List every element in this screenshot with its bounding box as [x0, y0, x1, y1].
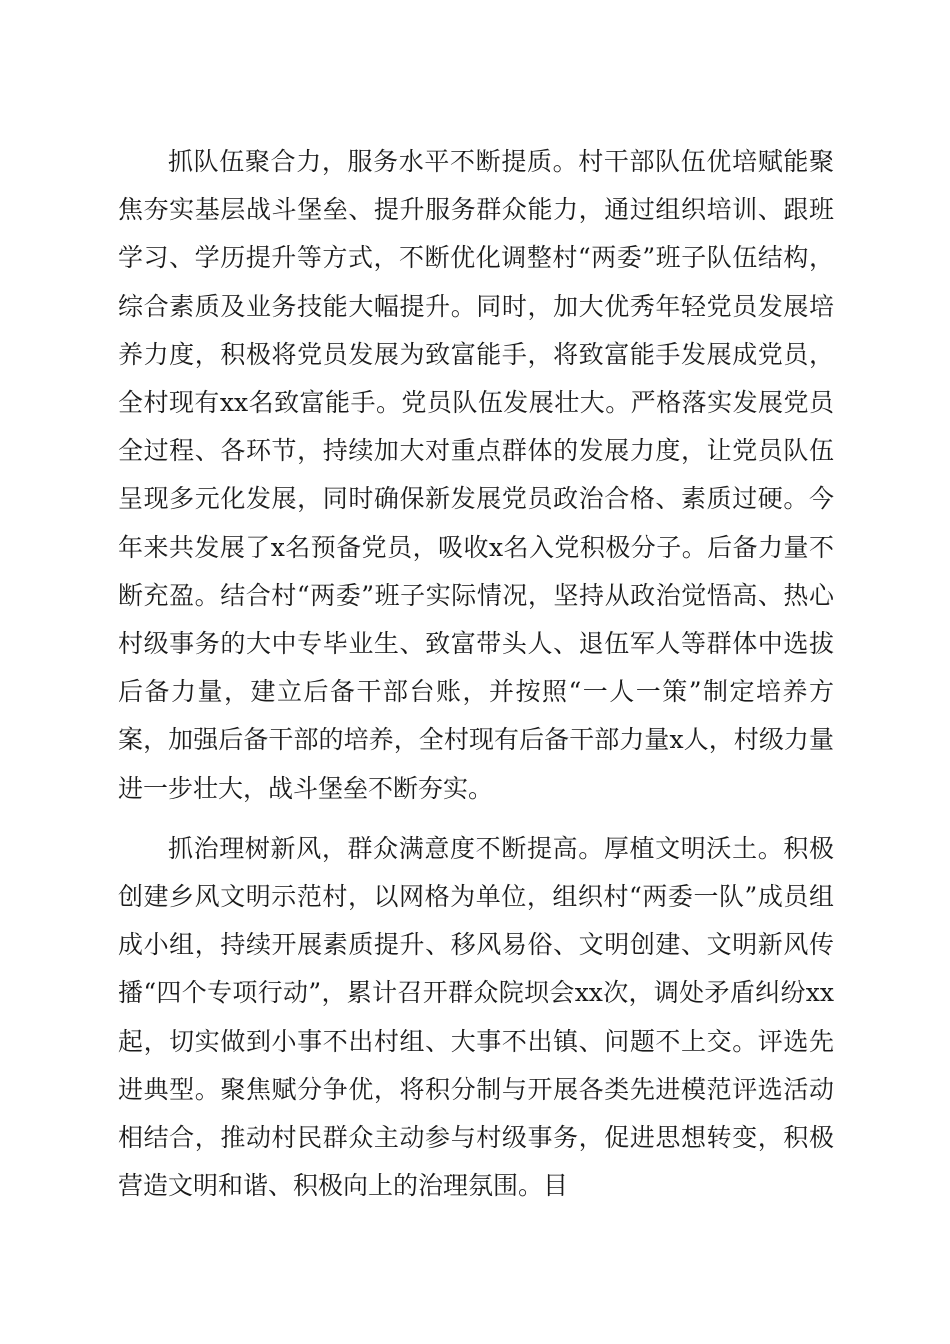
- paragraph-governance: 抓治理树新风，群众满意度不断提高。厚植文明沃土。积极创建乡风文明示范村，以网格为单位，组织村“两委一队”成员组成小组，持续开展素质提升、移风易俗、文明创建、文明新风传播“四个专项行动”，累计召开群众院坝会xx次，调处矛盾纠纷xx起，切实做到小事不出村组、大事不出镇、问题不上交。评选先进典型。聚焦赋分争优，将积分制与开展各类先进模范评选活动相结合，推动村民群众主动参与村级事务，促进思想转变，积极营造文明和谐、积极向上的治理氛围。目: [118, 833, 834, 1201]
- document-body: [118, 138, 834, 1210]
- paragraph-team-building: 抓队伍聚合力，服务水平不断提质。村干部队伍优培赋能聚焦夯实基层战斗堡垒、提升服务群众能力，通过组织培训、跟班学习、学历提升等方式，不断优化调整村“两委”班子队伍结构，综合素质及业务技能大幅提升。同时，加大优秀年轻党员发展培养力度，积极将党员发展为致富能手，将致富能手发展成党员，全村现有xx名致富能手。党员队伍发展壮大。严格落实发展党员全过程、各环节，持续加大对重点群体的发展力度，让党员队伍呈现多元化发展，同时确保新发展党员政治合格、素质过硬。今年来共发展了x名预备党员，吸收x名入党积极分子。后备力量不断充盈。结合村“两委”班子实际情况，坚持从政治觉悟高、热心村级事务的大中专毕业生、致富带头人、退伍军人等群体中选拔后备力量，建立后备干部台账，并按照“一人一策”制定培养方案，加强后备干部的培养，全村现有后备干部力量x人，村级力量进一步壮大，战斗堡垒不断夯实。: [118, 147, 834, 803]
